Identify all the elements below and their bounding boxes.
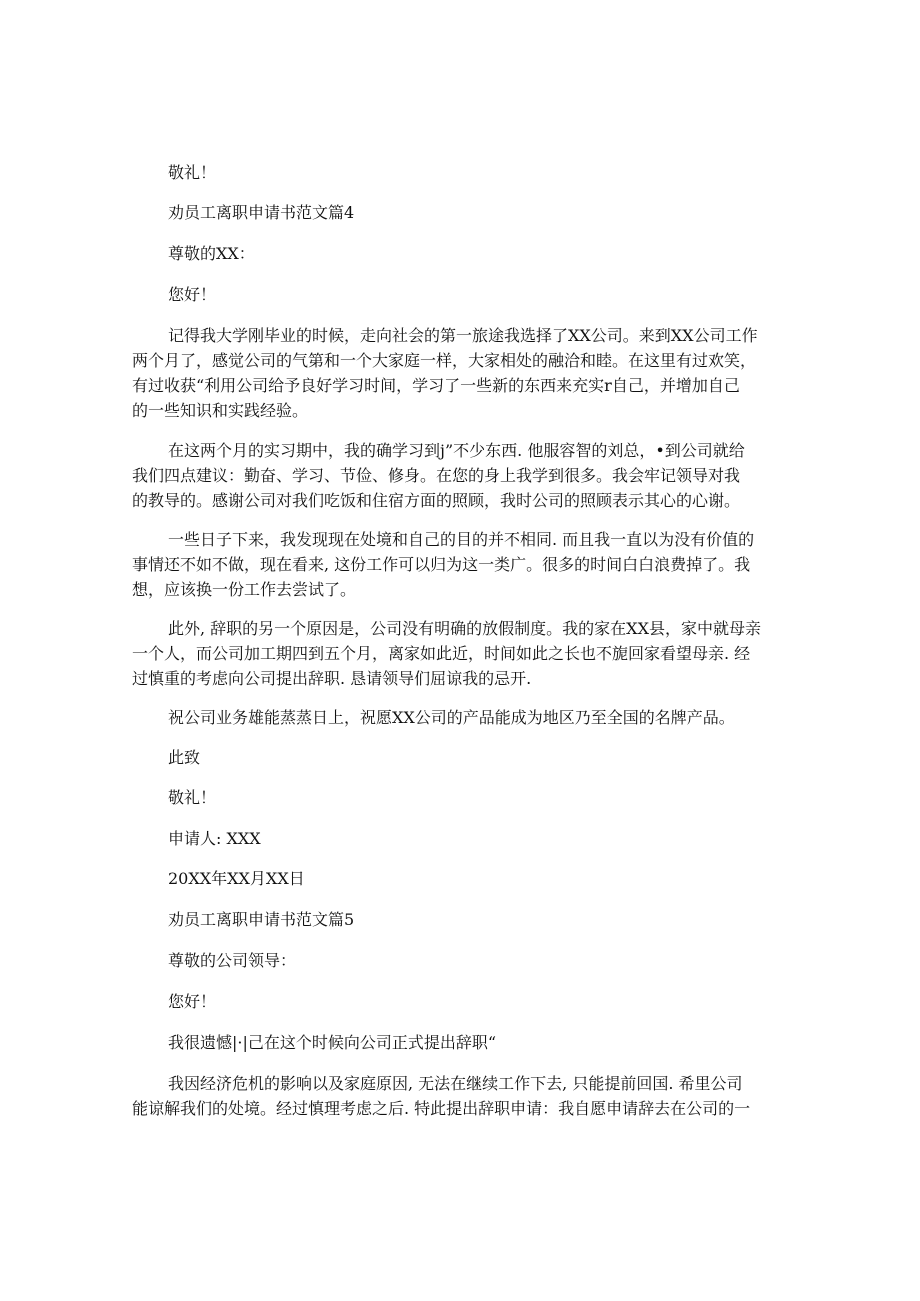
para3-line: 一些日子下来，我发现现在处境和自己的目的并不相同. 而且我一直以为没有价值的 [168, 530, 755, 549]
cizhi: 此致 [168, 748, 201, 767]
para3-line: 想，应该换一份工作去尝试了。 [132, 580, 357, 599]
para2-line: 我们四点建议：勤奋、学习、节俭、修身。在您的身上我学到很多。我会牢记领导对我 [132, 466, 741, 485]
salutation-4: 尊敬的XX： [168, 244, 255, 263]
para1-line: 的一些知识和实践经验。 [132, 401, 309, 420]
para2-line: 在这两个月的实习期中，我的确学习到j”不少东西. 他服容智的刘总，•到公司就给 [168, 441, 745, 460]
para1-line: 记得我大学刚毕业的时候，走向社会的第一旅途我选择了XX公司。来到XX公司工作 [168, 326, 758, 345]
para1-line: 两个月了，感觉公司的气第和一个大家庭一样，大家相处的融洽和睦。在这里有过欢笑， [132, 351, 757, 370]
heading-4: 劝员工离职申请书范文篇4 [168, 203, 355, 222]
para4-line: 过慎重的考虑向公司提出辞职. 恳请领导们屈谅我的忌开. [132, 669, 532, 688]
applicant: 申请人: XXX [168, 829, 261, 848]
salutation-5: 尊敬的公司领导： [168, 951, 297, 970]
para7-line: 能谅解我们的处境。经过慎理考虑之后. 特此提出辞职申请：我自愿申请辞去在公司的一 [132, 1099, 751, 1118]
para7-line: 我因经济危机的影响以及家庭原因, 无法在继续工作下去, 只能提前回国. 希里公司 [168, 1074, 743, 1093]
closing-top: 敬礼！ [168, 163, 217, 182]
para5: 祝公司业务雄能蒸蒸日上，祝愿XX公司的产品能成为地区乃至全国的名牌产品。 [168, 708, 735, 727]
greeting-4: 您好！ [168, 285, 217, 304]
para4-line: 一个人，而公司加工期四到五个月，离家如此近，时间如此之长也不旎回家看望母亲. 经 [132, 644, 751, 663]
para1-line: 有过收获“利用公司给予良好学习时间，学习了一些新的东西来充实r自己，并增加自己 [132, 376, 740, 395]
greeting-5: 您好！ [168, 992, 217, 1011]
para2-line: 的教导的。感谢公司对我们吃饭和住宿方面的照顾，我时公司的照顾表示其心的心谢。 [132, 491, 741, 510]
closing: 敬礼！ [168, 788, 217, 807]
heading-5: 劝员工离职申请书范文篇5 [168, 910, 355, 929]
para4-line: 此外, 辞职的另一个原因是，公司没有明确的放假制度。我的家在XX县，家中就母亲 [168, 619, 761, 638]
para6: 我很遗憾|·|己在这个时候向公司正式提出辞职“ [168, 1033, 497, 1052]
para3-line: 事情还不如不做，现在看来, 这份工作可以归为这一类广。很多的时间白白浪费掉了。我 [132, 555, 751, 574]
date: 20XX年XX月XX日 [168, 869, 305, 888]
